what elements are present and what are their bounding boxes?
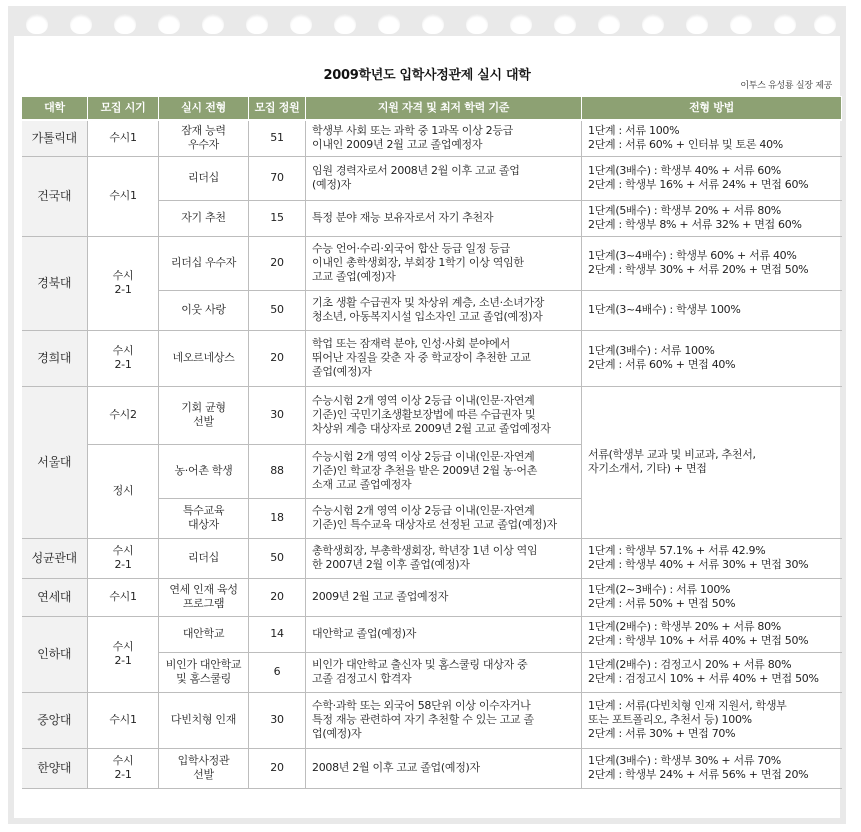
university-name: 중앙대	[22, 692, 88, 748]
document-title: 2009학년도 입학사정관제 실시 대학	[323, 68, 531, 83]
binder-hole	[730, 14, 752, 34]
header-method: 전형 방법	[582, 97, 842, 121]
selection-method: 1단계(3~4배수) : 학생부 60% + 서류 40% 2단계 : 학생부 30% + 서류 20% + 면접 50%	[582, 236, 842, 290]
admission-type: 특수교육 대상자	[159, 498, 249, 538]
selection-method: 1단계(3배수) : 서류 100% 2단계 : 서류 60% + 면접 40%	[582, 330, 842, 386]
admission-type: 입학사정관 선발	[159, 748, 249, 788]
admission-type: 잠재 능력 우수자	[159, 120, 249, 156]
qualification: 비인가 대안학교 출신자 및 홈스쿨링 대상자 중 고졸 검정고시 합격자	[306, 652, 582, 692]
binder-hole	[598, 14, 620, 34]
selection-method: 1단계(3배수) : 학생부 40% + 서류 60% 2단계 : 학생부 16% + 서류 24% + 면접 60%	[582, 156, 842, 200]
quota: 70	[249, 156, 306, 200]
admission-type: 리더십	[159, 538, 249, 578]
qualification: 수능시험 2개 영역 이상 2등급 이내(인문·자연계 기준)인 특수교육 대상자로 선정된 고교 졸업(예정)자	[306, 498, 582, 538]
recruit-period: 수시 2-1	[88, 538, 159, 578]
table-row	[22, 692, 842, 748]
recruit-period: 수시 2-1	[88, 748, 159, 788]
qualification: 수학·과학 또는 외국어 58단위 이상 이수자거나 특정 재능 관련하여 자기 추천할 수 있는 고교 졸 업(예정)자	[306, 692, 582, 748]
binder-hole	[158, 14, 180, 34]
admission-type: 네오르네상스	[159, 330, 249, 386]
selection-method: 1단계(2배수) : 학생부 20% + 서류 80% 2단계 : 학생부 10% + 서류 40% + 면접 50%	[582, 616, 842, 652]
qualification: 임원 경력자로서 2008년 2월 이후 고교 졸업 (예정)자	[306, 156, 582, 200]
table-row	[22, 156, 842, 200]
recruit-period: 수시1	[88, 578, 159, 616]
qualification: 2008년 2월 이후 고교 졸업(예정)자	[306, 748, 582, 788]
table-row	[22, 236, 842, 290]
table-row	[22, 616, 842, 652]
table-row	[22, 330, 842, 386]
admission-type: 이웃 사랑	[159, 290, 249, 330]
binder-hole	[642, 14, 664, 34]
binder-hole	[422, 14, 444, 34]
recruit-period: 수시1	[88, 156, 159, 236]
binder-hole	[510, 14, 532, 34]
quota: 88	[249, 444, 306, 498]
admission-type: 다빈치형 인재	[159, 692, 249, 748]
table-row	[22, 578, 842, 616]
qualification: 특정 분야 재능 보유자로서 자기 추천자	[306, 200, 582, 236]
admissions-table	[21, 96, 842, 789]
qualification: 총학생회장, 부총학생회장, 학년장 1년 이상 역임 한 2007년 2월 이후 졸업(예정)자	[306, 538, 582, 578]
binder-hole	[70, 14, 92, 34]
university-name: 경북대	[22, 236, 88, 330]
quota: 30	[249, 386, 306, 444]
qualification: 수능시험 2개 영역 이상 2등급 이내(인문·자연계 기준)인 국민기초생활보장법에 따른 수급권자 및 차상위 계층 대상자로 2009년 2월 고교 졸업예정자	[306, 386, 582, 444]
university-name: 연세대	[22, 578, 88, 616]
university-name: 한양대	[22, 748, 88, 788]
selection-method: 서류(학생부 교과 및 비교과, 추천서, 자기소개서, 기타) + 면접	[582, 386, 842, 538]
selection-method: 1단계 : 서류 100% 2단계 : 서류 60% + 인터뷰 및 토론 40%	[582, 120, 842, 156]
quota: 50	[249, 290, 306, 330]
quota: 18	[249, 498, 306, 538]
university-name: 서울대	[22, 386, 88, 538]
header-admission-type: 실시 전형	[159, 97, 249, 121]
quota: 14	[249, 616, 306, 652]
binder-hole	[686, 14, 708, 34]
qualification: 수능시험 2개 영역 이상 2등급 이내(인문·자연계 기준)인 학교장 추천을 받은 2009년 2월 농·어촌 소재 고교 졸업예정자	[306, 444, 582, 498]
qualification: 2009년 2월 고교 졸업예정자	[306, 578, 582, 616]
admission-type: 기회 균형 선발	[159, 386, 249, 444]
quota: 50	[249, 538, 306, 578]
quota: 20	[249, 330, 306, 386]
selection-method: 1단계 : 서류(다빈치형 인재 지원서, 학생부 또는 포트폴리오, 추천서 등) 100% 2단계 : 서류 30% + 면접 70%	[582, 692, 842, 748]
recruit-period: 수시 2-1	[88, 330, 159, 386]
admission-type: 농·어촌 학생	[159, 444, 249, 498]
qualification: 학생부 사회 또는 과학 중 1과목 이상 2등급 이내인 2009년 2월 고교 졸업예정자	[306, 120, 582, 156]
table-row	[22, 386, 842, 444]
binder-hole	[466, 14, 488, 34]
admission-type: 리더십	[159, 156, 249, 200]
binder-hole	[774, 14, 796, 34]
source-credit: 이투스 유성룡 실장 제공	[740, 81, 832, 91]
table-row	[22, 748, 842, 788]
document-sheet	[14, 36, 840, 818]
binder-hole	[378, 14, 400, 34]
recruit-period: 수시1	[88, 120, 159, 156]
table-header-row	[22, 97, 842, 121]
binder-hole	[814, 14, 836, 34]
recruit-period: 정시	[88, 444, 159, 538]
selection-method: 1단계 : 학생부 57.1% + 서류 42.9% 2단계 : 학생부 40% + 서류 30% + 면접 30%	[582, 538, 842, 578]
quota: 20	[249, 236, 306, 290]
admission-type: 리더십 우수자	[159, 236, 249, 290]
recruit-period: 수시 2-1	[88, 616, 159, 692]
header-period: 모집 시기	[88, 97, 159, 121]
recruit-period: 수시1	[88, 692, 159, 748]
binder-hole	[114, 14, 136, 34]
admission-type: 대안학교	[159, 616, 249, 652]
binder-hole	[554, 14, 576, 34]
selection-method: 1단계(2배수) : 검정고시 20% + 서류 80% 2단계 : 검정고시 10% + 서류 40% + 면접 50%	[582, 652, 842, 692]
qualification: 수능 언어·수리·외국어 합산 등급 일정 등급 이내인 총학생회장, 부회장 1학기 이상 역임한 고교 졸업(예정)자	[306, 236, 582, 290]
quota: 51	[249, 120, 306, 156]
quota: 30	[249, 692, 306, 748]
binder-hole	[334, 14, 356, 34]
binder-hole	[26, 14, 48, 34]
qualification: 대안학교 졸업(예정)자	[306, 616, 582, 652]
quota: 15	[249, 200, 306, 236]
selection-method: 1단계(2~3배수) : 서류 100% 2단계 : 서류 50% + 면접 50%	[582, 578, 842, 616]
selection-method: 1단계(5배수) : 학생부 20% + 서류 80% 2단계 : 학생부 8% + 서류 32% + 면접 60%	[582, 200, 842, 236]
header-qualification: 지원 자격 및 최저 학력 기준	[306, 97, 582, 121]
university-name: 인하대	[22, 616, 88, 692]
quota: 20	[249, 578, 306, 616]
table-row	[22, 538, 842, 578]
admission-type: 연세 인재 육성 프로그램	[159, 578, 249, 616]
binder-hole	[202, 14, 224, 34]
qualification: 학업 또는 잠재력 분야, 인성·사회 분야에서 뛰어난 자질을 갖춘 자 중 학교장이 추천한 고교 졸업(예정)자	[306, 330, 582, 386]
university-name: 가톨릭대	[22, 120, 88, 156]
selection-method: 1단계(3~4배수) : 학생부 100%	[582, 290, 842, 330]
binder-hole	[290, 14, 312, 34]
binder-hole	[246, 14, 268, 34]
quota: 20	[249, 748, 306, 788]
selection-method: 1단계(3배수) : 학생부 30% + 서류 70% 2단계 : 학생부 24% + 서류 56% + 면접 20%	[582, 748, 842, 788]
quota: 6	[249, 652, 306, 692]
qualification: 기초 생활 수급권자 및 차상위 계층, 소년·소녀가장 청소년, 아동복지시설 입소자인 고교 졸업(예정)자	[306, 290, 582, 330]
university-name: 경희대	[22, 330, 88, 386]
recruit-period: 수시2	[88, 386, 159, 444]
university-name: 건국대	[22, 156, 88, 236]
admission-type: 비인가 대안학교 및 홈스쿨링	[159, 652, 249, 692]
table-row	[22, 120, 842, 156]
admission-type: 자기 추천	[159, 200, 249, 236]
header-university: 대학	[22, 97, 88, 121]
recruit-period: 수시 2-1	[88, 236, 159, 330]
header-quota: 모집 정원	[249, 97, 306, 121]
university-name: 성균관대	[22, 538, 88, 578]
